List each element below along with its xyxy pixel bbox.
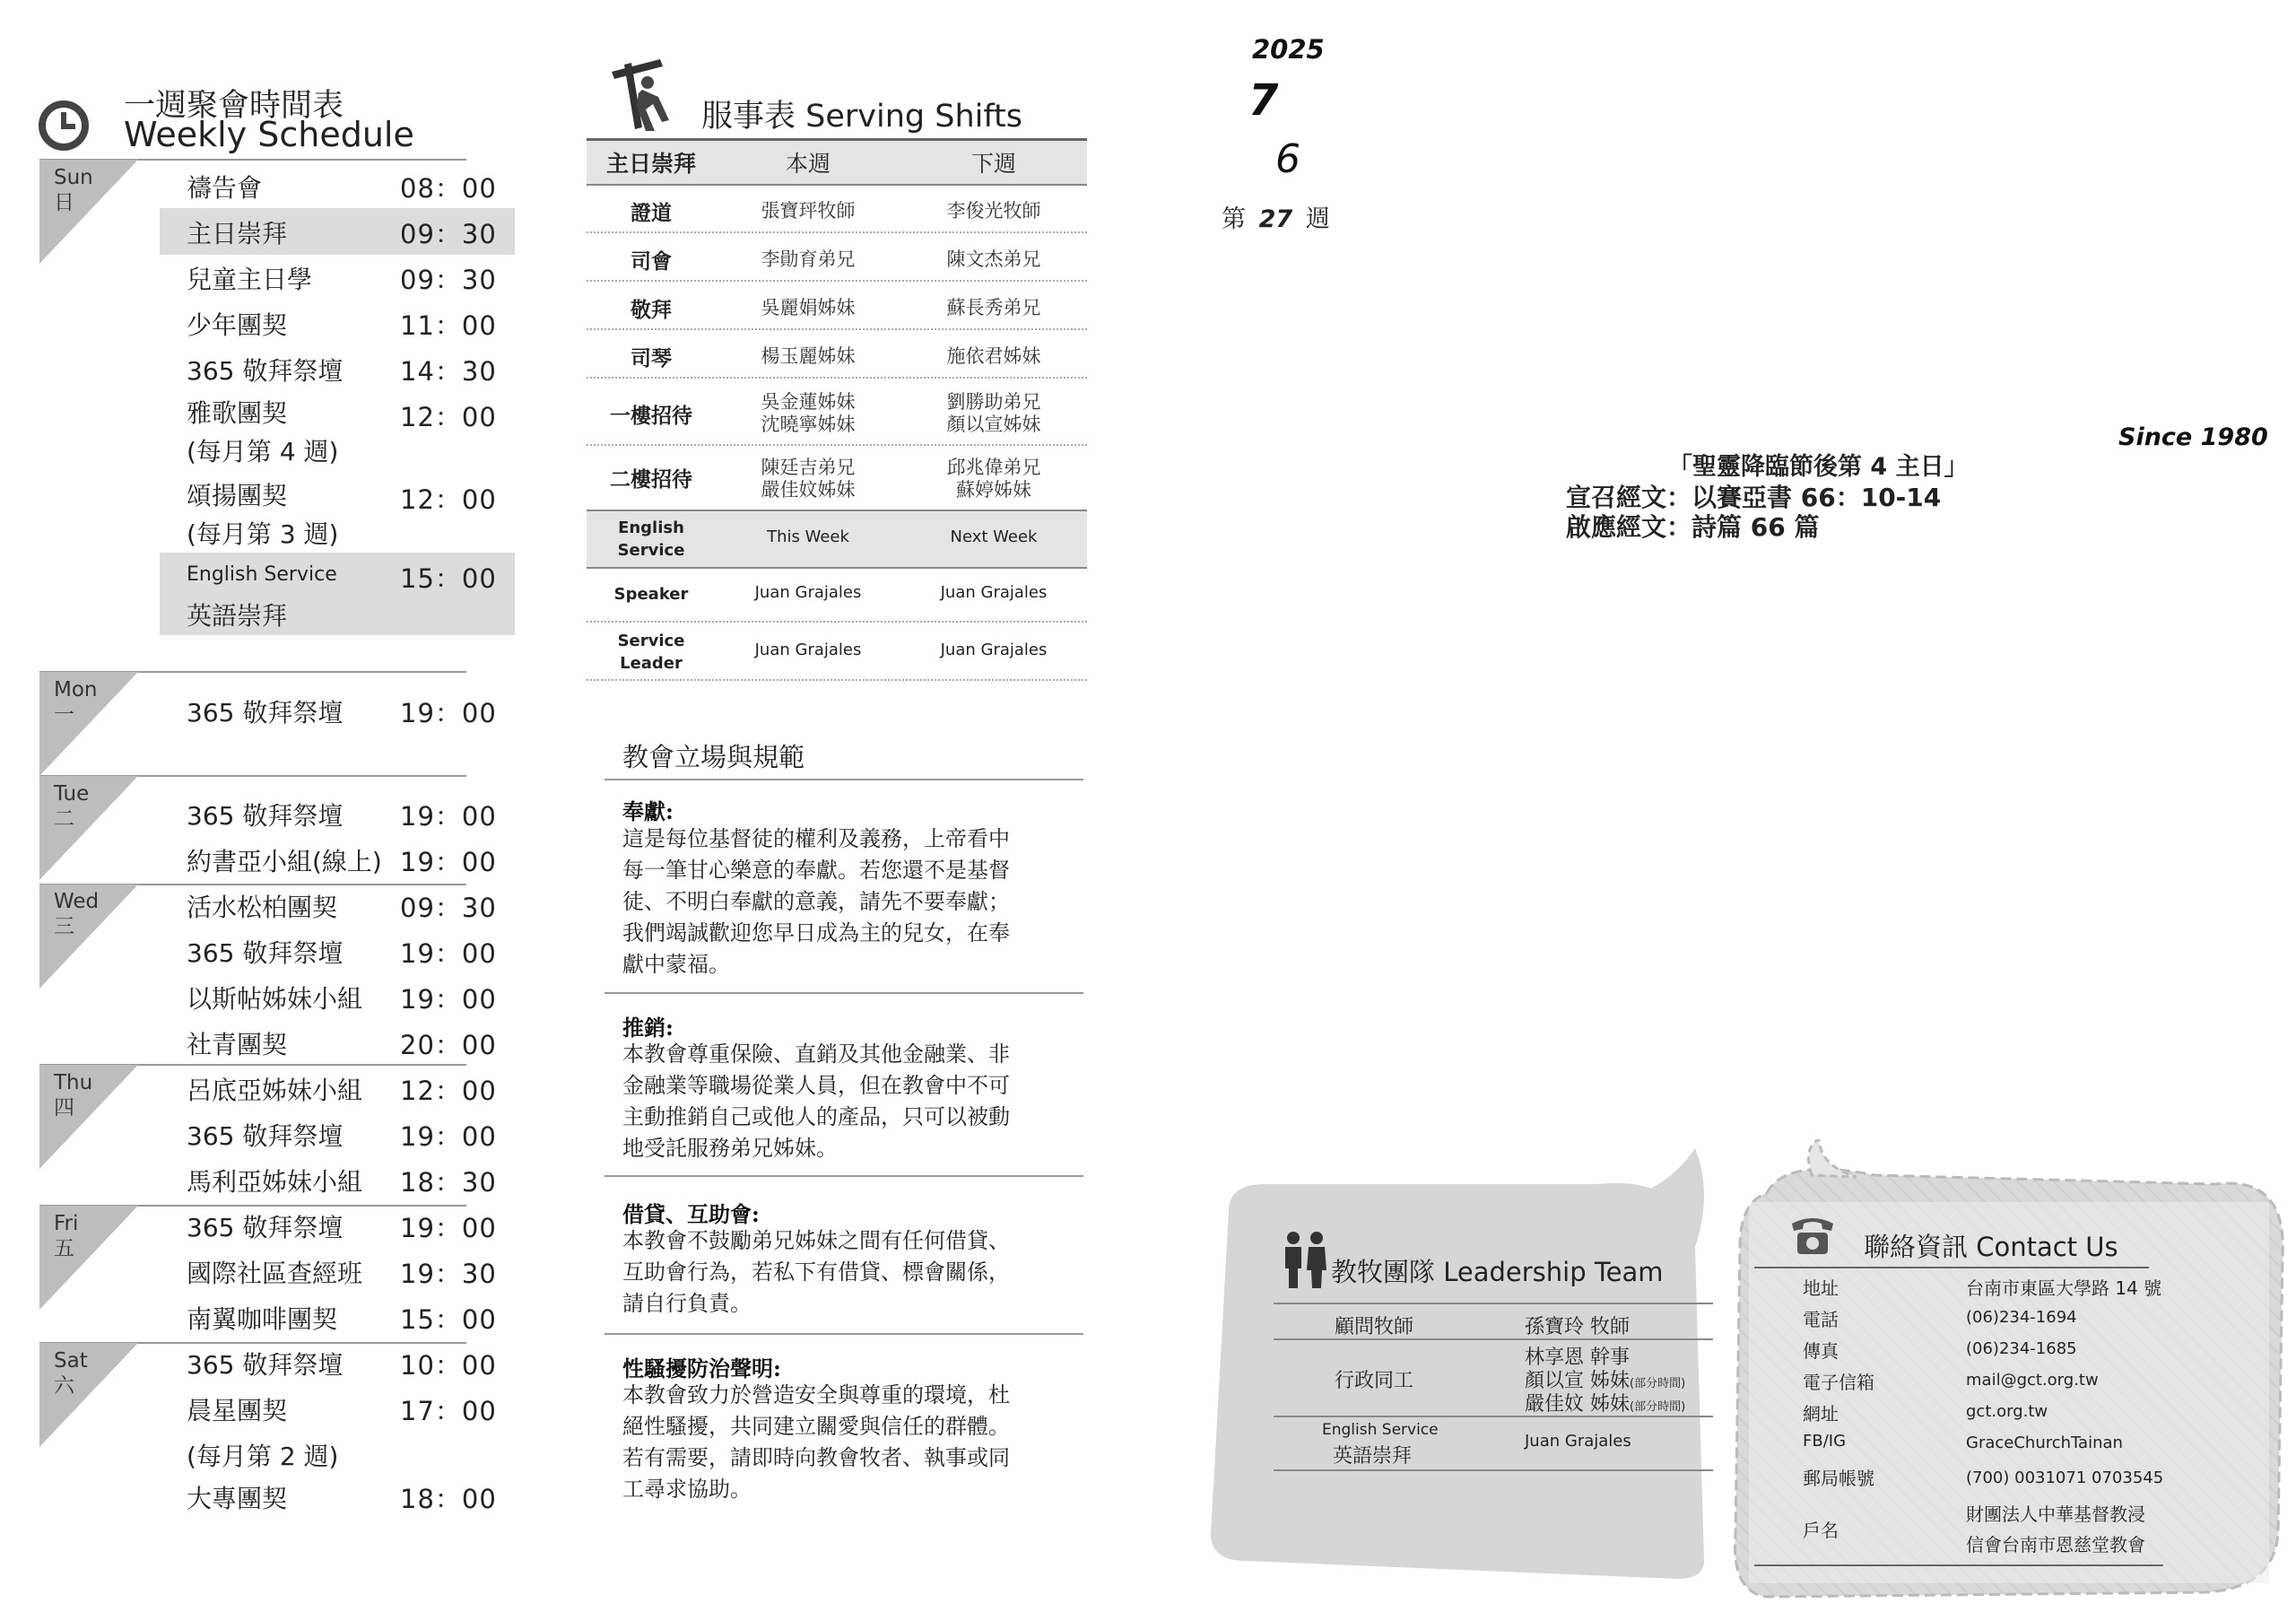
divider [1274, 1338, 1713, 1340]
contact-label: 電話 [1803, 1309, 1839, 1330]
divider [1754, 1267, 2149, 1268]
divider [587, 679, 1087, 681]
serving-next: 李俊光牧師 [946, 200, 1041, 222]
event-time: 20：00 [400, 1030, 497, 1060]
day: 6 [1275, 136, 1300, 182]
staff-member: 顏以宣 姊妹(部分時間) [1525, 1370, 1686, 1392]
event-time: 15：00 [400, 563, 497, 594]
serving-header-this: 本週 [785, 151, 831, 177]
divider [604, 1333, 1083, 1335]
event-name: 約書亞小組(線上) [187, 847, 382, 876]
divider [604, 992, 1083, 994]
contact-label: 地址 [1803, 1277, 1839, 1299]
contact-label: 網址 [1803, 1403, 1839, 1425]
event-time: 18：30 [400, 1167, 497, 1198]
event-time: 19：00 [400, 984, 497, 1015]
event-note: (每月第 4 週) [187, 437, 339, 466]
event-name: 365 敬拜祭壇 [187, 1350, 344, 1380]
event-time: 18：00 [400, 1484, 497, 1514]
serving-next: 顏以宣姊妹 [946, 414, 1041, 435]
event-name: 國際社區查經班 [187, 1259, 363, 1288]
event-name: 大專團契 [187, 1484, 288, 1513]
event-name: 365 敬拜祭壇 [187, 1121, 344, 1151]
advisor-label: 顧問牧師 [1335, 1316, 1414, 1338]
event-time: 19：00 [400, 1121, 497, 1152]
event-time: 12：00 [400, 1076, 497, 1106]
staff-member: 嚴佳妏 姊妹(部分時間) [1525, 1393, 1686, 1416]
english-service-label: English Service [1322, 1421, 1439, 1439]
policy-heading: 推銷: [622, 1015, 674, 1041]
since-year: Since 1980 [2118, 423, 2268, 451]
divider [587, 567, 1087, 569]
contact-postal-account: (700) 0031071 0703545 [1966, 1468, 2164, 1487]
event-time: 19：30 [400, 1259, 497, 1289]
schedule-title-zh: 一週聚會時間表 [124, 88, 344, 124]
event-note: (每月第 3 週) [187, 519, 339, 549]
event-name: 365 敬拜祭壇 [187, 938, 344, 968]
serving-this: 吳麗娟姊妹 [761, 297, 856, 318]
people-icon [1283, 1231, 1327, 1290]
english-service-value: Juan Grajales [1525, 1432, 1631, 1451]
serving-next: 邱兆偉弟兄 [946, 457, 1041, 478]
event-time: 12：00 [400, 402, 497, 432]
contact-label: 電子信箱 [1803, 1372, 1874, 1393]
divider [587, 444, 1087, 446]
event-name: 呂底亞姊妹小組 [187, 1076, 363, 1105]
english-next: Juan Grajales [940, 583, 1048, 602]
serving-header-next: 下週 [970, 151, 1016, 177]
event-name: 365 敬拜祭壇 [187, 356, 344, 386]
event-time: 19：00 [400, 801, 497, 832]
advisor-value: 孫寶玲 牧師 [1525, 1316, 1630, 1338]
english-this: Juan Grajales [754, 641, 862, 659]
event-name: 以斯帖姊妹小組 [187, 984, 363, 1014]
event-name: 主日崇拜 [187, 219, 288, 248]
account-name-line1: 財團法人中華基督教浸 [1966, 1503, 2145, 1525]
account-name-line2: 信會台南市恩慈堂教會 [1966, 1534, 2145, 1556]
divider [1754, 1564, 2163, 1566]
english-service-label-zh: 英語崇拜 [1333, 1445, 1413, 1468]
event-name: 社青團契 [187, 1030, 288, 1059]
contact-label: FB/IG [1803, 1432, 1847, 1451]
event-name: 活水松柏團契 [187, 893, 338, 922]
serving-role: 敬拜 [631, 299, 672, 322]
divider [587, 377, 1087, 379]
serving-role: 二樓招待 [610, 468, 692, 492]
serving-this: 沈曉寧姊妹 [761, 414, 856, 435]
serving-this: 張寶玶牧師 [761, 200, 856, 222]
contact-label: 郵局帳號 [1803, 1468, 1874, 1489]
event-time: 19：00 [400, 1213, 497, 1243]
divider [587, 621, 1087, 623]
serving-role: 司琴 [631, 347, 672, 370]
event-time: 09：30 [400, 219, 497, 249]
event-name: 南翼咖啡團契 [187, 1304, 338, 1334]
event-time: 10：00 [400, 1350, 497, 1381]
event-name: 英語崇拜 [187, 601, 288, 631]
event-name: 365 敬拜祭壇 [187, 1213, 344, 1242]
divider [604, 1175, 1083, 1177]
day-label-sun: Sun 日 [54, 166, 93, 214]
serving-role: 司會 [631, 250, 672, 274]
divider [587, 280, 1087, 282]
contact-label: 傳真 [1803, 1340, 1839, 1362]
english-next: Juan Grajales [940, 641, 1048, 659]
english-role: Speaker [613, 585, 689, 604]
contact-social[interactable]: GraceChurchTainan [1966, 1434, 2123, 1452]
cross-bearer-icon [606, 56, 676, 133]
event-name: 雅歌團契 [187, 398, 288, 428]
event-time: 09：30 [400, 265, 497, 295]
event-name: 馬利亞姊妹小組 [187, 1167, 363, 1197]
day-label-mon: Mon 一 [54, 678, 98, 727]
contact-fax: (06)234-1685 [1966, 1339, 2077, 1358]
divider [1274, 1469, 1713, 1471]
serving-this: 楊玉麗姊妹 [761, 345, 856, 367]
serving-role: 一樓招待 [610, 405, 692, 428]
policy-text: 這是每位基督徒的權利及義務，上帝看中 每一筆甘心樂意的奉獻。若您還不是基督 徒、不明白奉獻的意義，請先不要奉獻； 我們竭誠歡迎您早日成為主的兒女，在奉 獻中蒙福。 [622, 826, 1010, 977]
schedule-title-en: Weekly Schedule [124, 115, 414, 154]
policy-text: 本教會不鼓勵弟兄姊妹之間有任何借貸、 互助會行為，若私下有借貸、標會關係， 請自行負責。 [622, 1228, 1010, 1316]
policy-heading: 借貸、互助會: [622, 1201, 760, 1227]
serving-this: 陳廷吉弟兄 [761, 457, 856, 478]
call-scripture: 宣召經文：以賽亞書 66：10-14 [1566, 483, 1942, 512]
divider [1274, 1416, 1713, 1417]
event-time: 09：30 [400, 893, 497, 923]
event-note: (每月第 2 週) [187, 1442, 339, 1471]
policy-heading: 性騷擾防治聲明: [622, 1355, 781, 1381]
event-time: 12：00 [400, 484, 497, 515]
divider [1274, 1303, 1713, 1304]
serving-this: 嚴佳妏姊妹 [761, 479, 856, 501]
divider [587, 184, 1087, 186]
serving-next: 劉勝助弟兄 [946, 391, 1041, 413]
event-time: 19：00 [400, 698, 497, 728]
event-time: 14：30 [400, 356, 497, 387]
divider [587, 328, 1087, 330]
event-name: 少年團契 [187, 310, 288, 340]
staff-member: 林享恩 幹事 [1525, 1346, 1630, 1369]
contact-phone: (06)234-1694 [1966, 1308, 2077, 1327]
sunday-title: 「聖靈降臨節後第 4 主日」 [1668, 453, 1969, 481]
event-name: English Service [187, 563, 337, 586]
policy-text: 本教會尊重保險、直銷及其他金融業、非 金融業等職場從業人員，但在教會中不可 主動推銷自己或他人的產品，只可以被動 地受託服務弟兄姊妹。 [622, 1041, 1010, 1161]
event-time: 08：00 [400, 173, 497, 204]
policy-text: 本教會致力於營造安全與尊重的環境，杜 絕性騷擾，共同建立關愛與信任的群體。 若有需要，請即時向教會牧者、執事或同 工尋求協助。 [622, 1382, 1010, 1502]
serving-header-role: 主日崇拜 [605, 151, 696, 177]
day-label-fri: Fri 五 [54, 1212, 79, 1260]
english-role: Service Leader [617, 632, 685, 673]
response-scripture: 啟應經文：詩篇 66 篇 [1566, 512, 1820, 542]
serving-next: 施依君姊妹 [946, 345, 1041, 367]
english-header-role: English Service [617, 519, 685, 560]
serving-next: 蘇婷姊妹 [956, 479, 1031, 501]
day-label-sat: Sat 六 [54, 1349, 88, 1398]
year: 2025 [1252, 34, 1325, 65]
policy-heading: 奉獻: [622, 798, 674, 824]
serving-role: 證道 [631, 202, 672, 225]
event-time: 11：00 [400, 310, 497, 341]
event-time: 17：00 [400, 1396, 497, 1426]
clock-icon [38, 100, 90, 152]
event-name: 晨星團契 [187, 1396, 288, 1425]
event-time: 19：00 [400, 938, 497, 969]
serving-title: 服事表 Serving Shifts [701, 99, 1023, 135]
event-time: 15：00 [400, 1304, 497, 1335]
english-this: Juan Grajales [754, 583, 862, 602]
divider [587, 231, 1087, 233]
event-name: 兒童主日學 [187, 265, 313, 294]
serving-this: 李勛育弟兄 [761, 248, 856, 270]
day-label-wed: Wed 三 [54, 890, 100, 938]
week-number: 第 27 週 [1222, 205, 1330, 233]
event-name: 禱告會 [187, 173, 263, 203]
event-name: 365 敬拜祭壇 [187, 801, 344, 831]
leadership-title: 教牧團隊 Leadership Team [1331, 1257, 1664, 1287]
serving-this: 吳金蓮姊妹 [761, 391, 856, 413]
serving-next: 蘇長秀弟兄 [946, 297, 1041, 318]
english-header-next: Next Week [950, 527, 1038, 546]
contact-website[interactable]: gct.org.tw [1966, 1402, 2048, 1421]
day-label-tue: Tue 二 [54, 782, 90, 831]
event-name: 365 敬拜祭壇 [187, 698, 344, 728]
contact-address: 台南市東區大學路 14 號 [1966, 1277, 2162, 1299]
serving-next: 陳文杰弟兄 [946, 248, 1041, 270]
staff-label: 行政同工 [1335, 1370, 1414, 1392]
day-label-thu: Thu 四 [54, 1071, 93, 1120]
month: 7 [1248, 75, 1279, 126]
divider [604, 779, 1083, 780]
contact-email[interactable]: mail@gct.org.tw [1966, 1371, 2099, 1390]
event-time: 19：00 [400, 847, 497, 877]
telephone-icon [1788, 1215, 1837, 1258]
english-header-this: This Week [767, 527, 849, 546]
policy-title: 教會立場與規範 [622, 742, 805, 772]
contact-title: 聯絡資訊 Contact Us [1864, 1232, 2118, 1262]
contact-label: 戶名 [1803, 1520, 1839, 1541]
event-name: 頌揚團契 [187, 481, 288, 510]
